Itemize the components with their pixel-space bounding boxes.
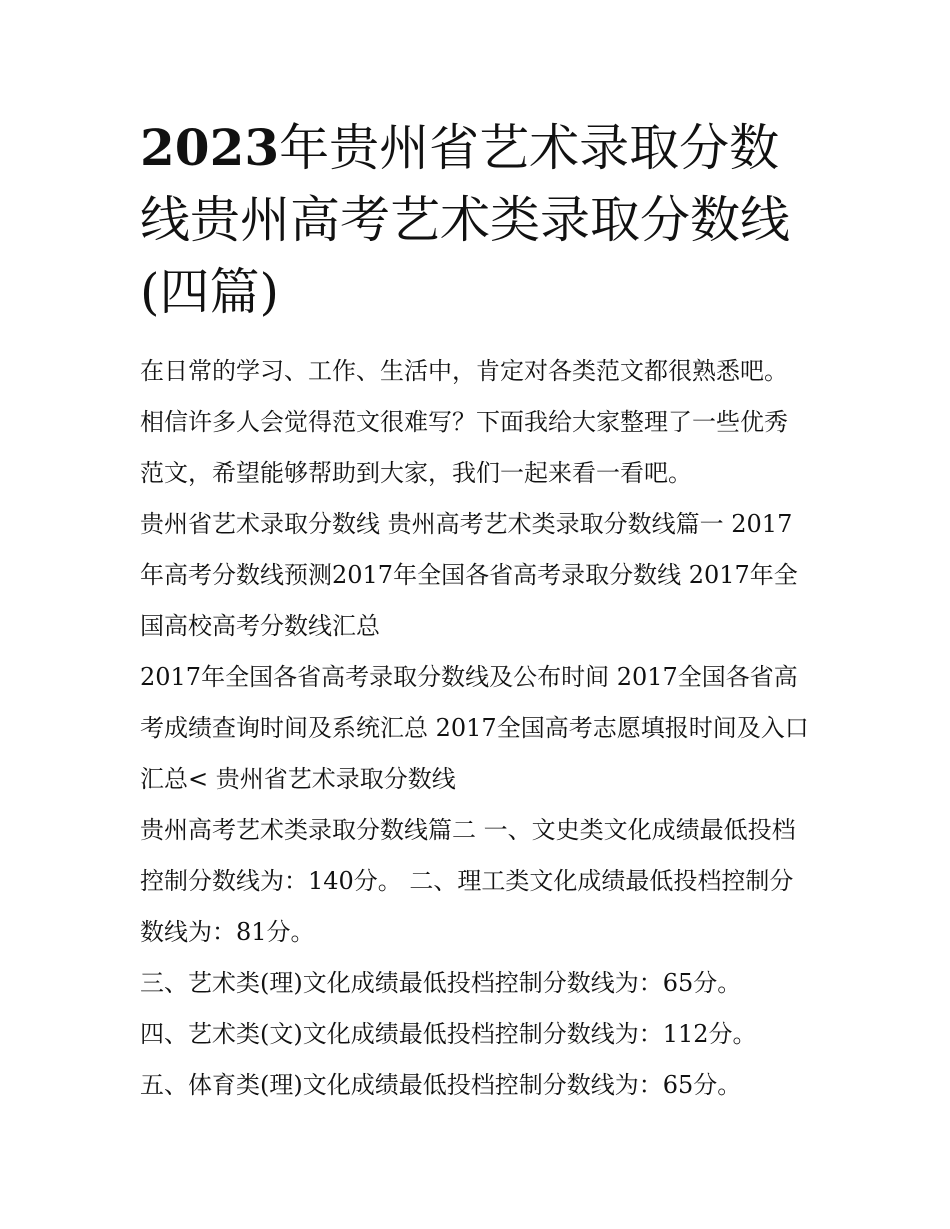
- score-release-paragraph: 2017年全国各省高考录取分数线及公布时间 2017全国各省高考成绩查询时间及系统汇总 2017全国高考志愿填报时间及入口汇总< 贵州省艺术录取分数线: [140, 663, 809, 793]
- document-title: [140, 112, 810, 328]
- section-two-paragraph: 贵州高考艺术类录取分数线篇二 一、文史类文化成绩最低投档控制分数线为：140分。 二、理工类文化成绩最低投档控制分数线为：81分。: [140, 816, 796, 946]
- document-page: [140, 112, 810, 1111]
- intro-paragraph: 在日常的学习、工作、生活中，肯定对各类范文都很熟悉吧。相信许多人会觉得范文很难写？下面我给大家整理了一些优秀范文，希望能够帮助到大家，我们一起来看一看吧。: [140, 357, 788, 487]
- sports-science-paragraph: 五、体育类(理)文化成绩最低投档控制分数线为：65分。: [140, 1071, 742, 1099]
- title-text: 年贵州省艺术录取分数线贵州高考艺术类录取分数线(四篇): [140, 119, 790, 321]
- art-science-paragraph: 三、艺术类(理)文化成绩最低投档控制分数线为：65分。: [140, 969, 742, 997]
- art-liberal-paragraph: 四、艺术类(文)文化成绩最低投档控制分数线为：112分。: [140, 1020, 757, 1048]
- section-one-paragraph: 贵州省艺术录取分数线 贵州高考艺术类录取分数线篇一 2017年高考分数线预测2017年全国各省高考录取分数线 2017年全国高校高考分数线汇总: [140, 510, 798, 640]
- title-year: 2023: [140, 118, 280, 177]
